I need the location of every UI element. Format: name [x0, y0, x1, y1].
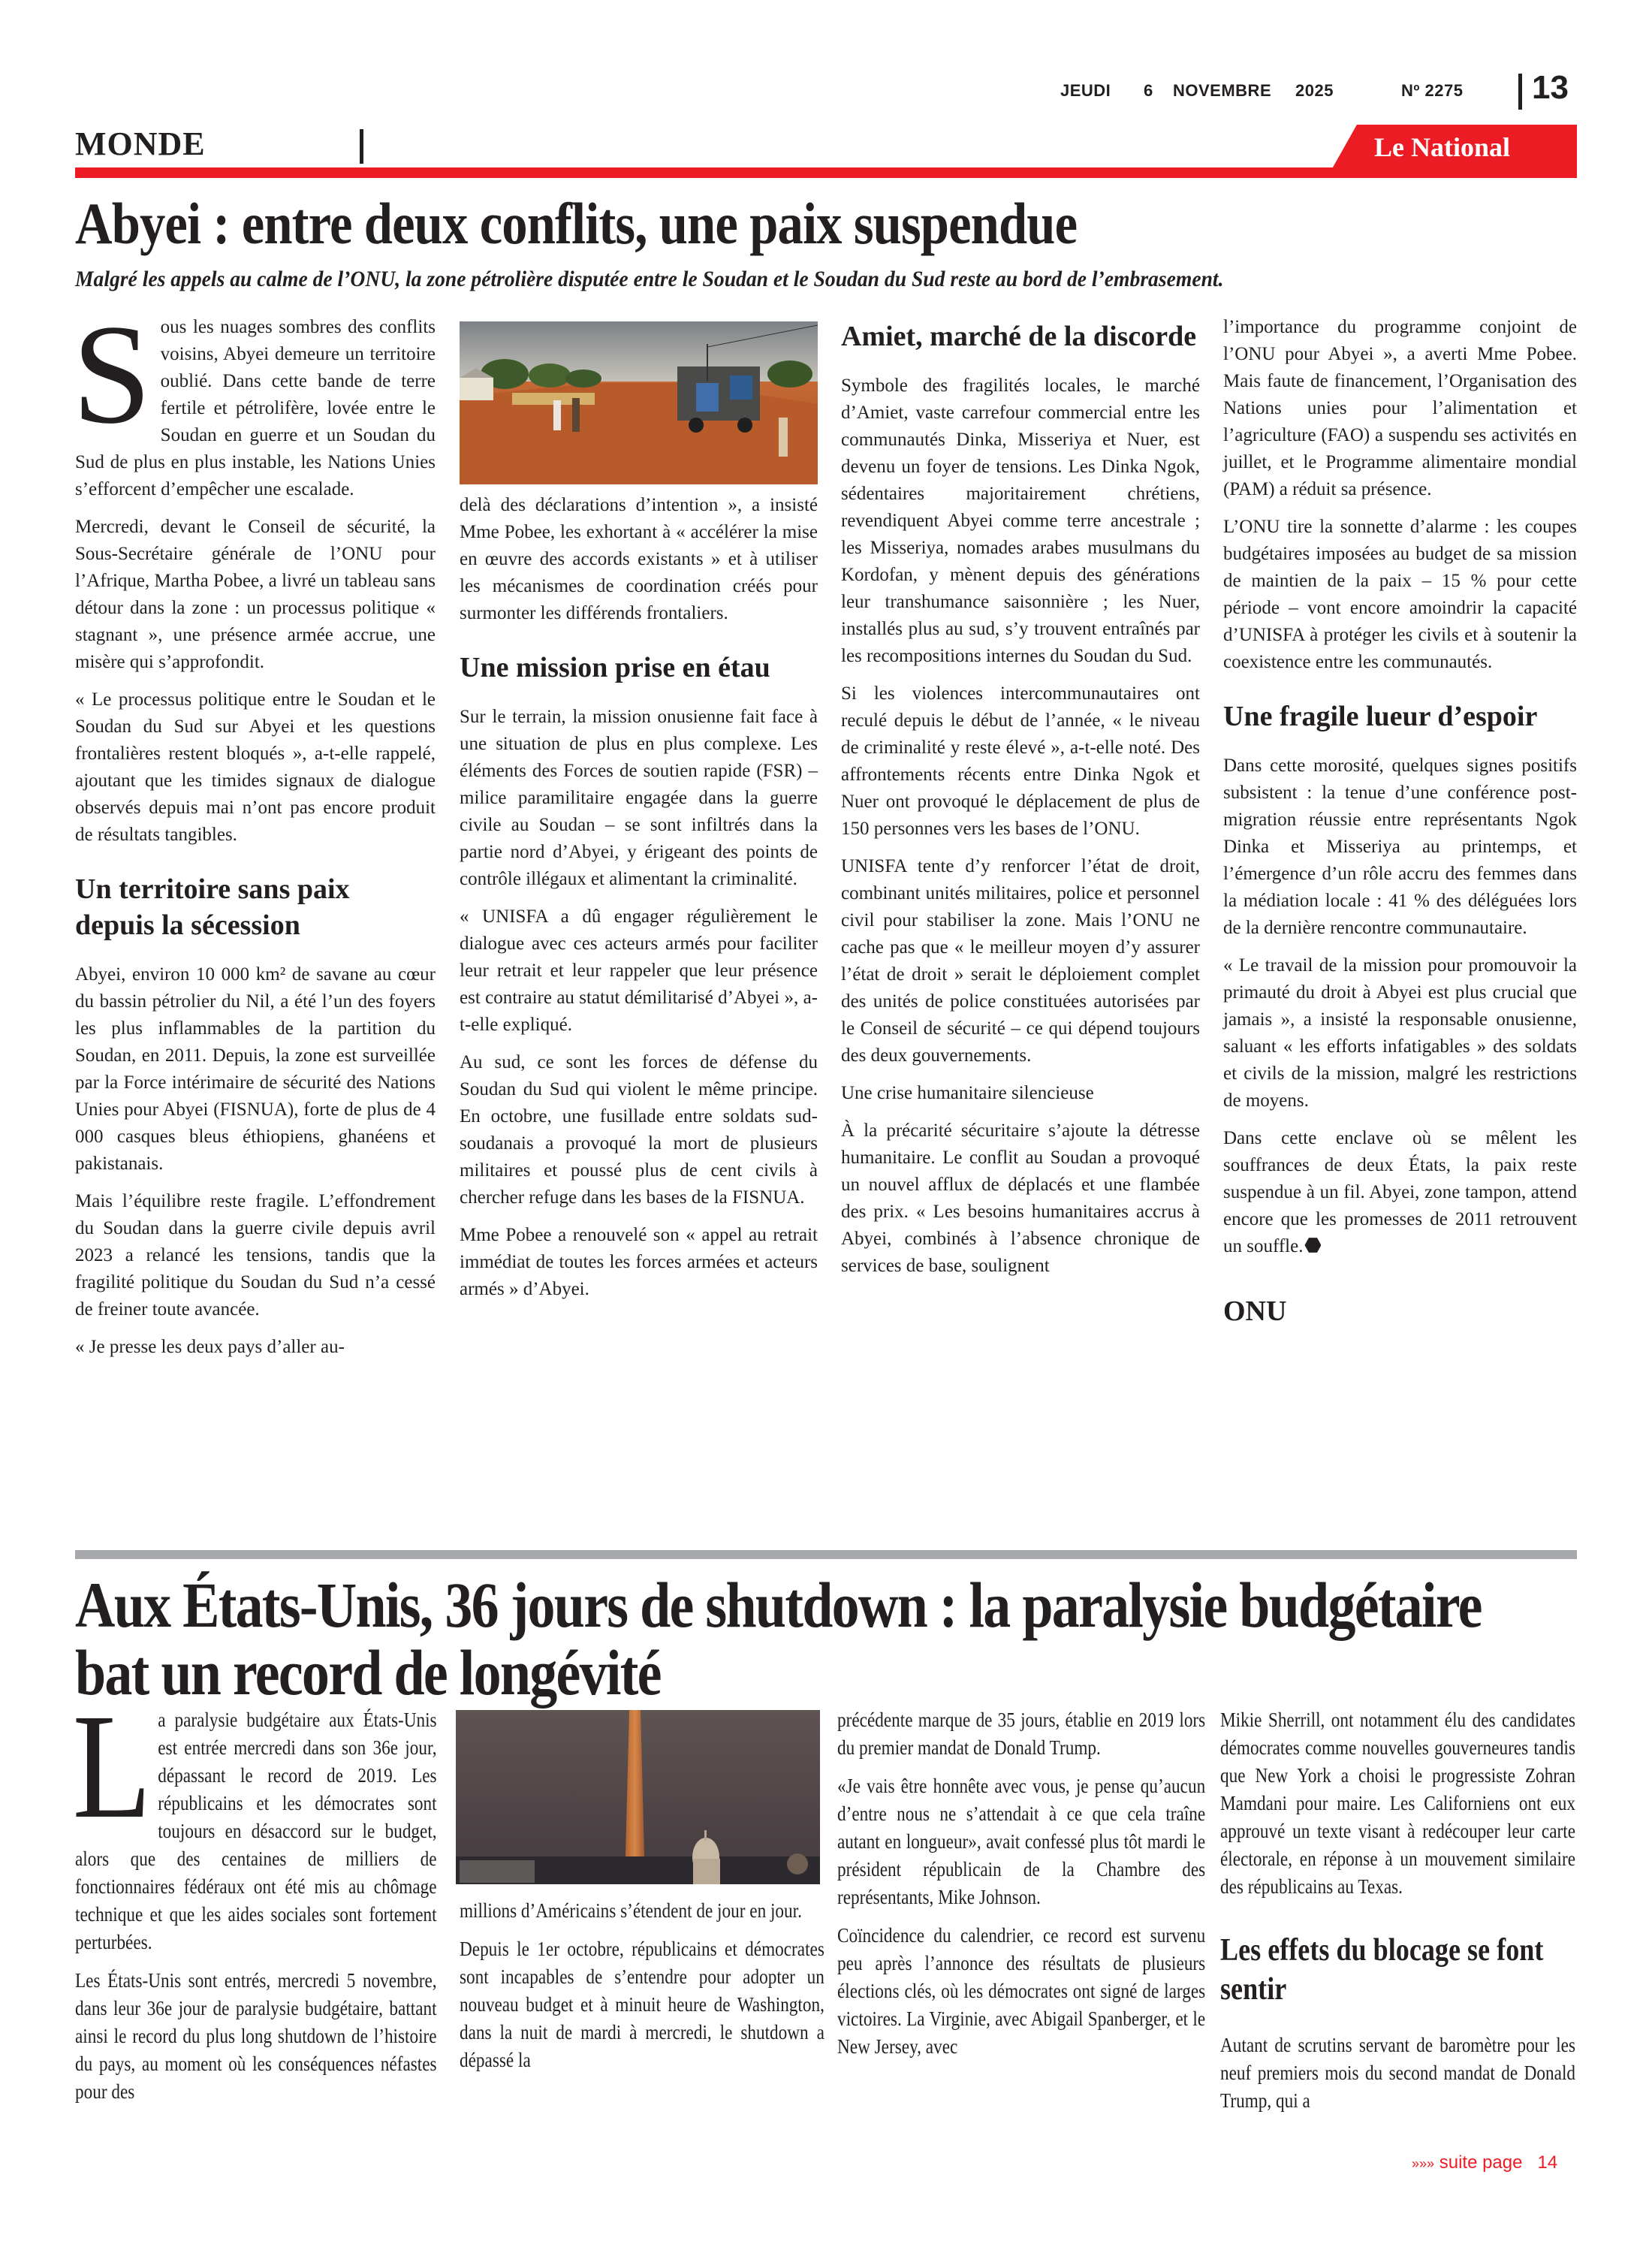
issue-year: 2025: [1295, 81, 1334, 100]
paragraph: Autant de scrutins servant de baromètre pour les neuf premiers mois du second mandat de Donald Trump, qui a: [1220, 2034, 1575, 2112]
paragraph: UNISFA tente d’y renforcer l’état de droit, combinant unités militaires, police et personnel civil pour stabiliser la zone. Mais l’ONU ne cache pas que « le meilleur moyen d’y assurer l’état de droit » serait le déploiement complet des unités de police constituées autorisées par le Conseil de sécurité – ce qui dépend toujours des deux gouvernements.: [841, 856, 1200, 1066]
paragraph: Mais l’équilibre reste fragile. L’effondrement du Soudan dans la guerre civile depuis avril 2023 a relancé les tensions, tandis que la fragilité politique du Soudan du Sud n’a cessé de freiner toute avancée.: [75, 1191, 436, 1320]
article2-column-4: [1220, 1706, 1575, 2125]
subheading: Une mission prise en étau: [460, 652, 770, 683]
drop-cap: S: [72, 296, 152, 454]
issue-date-number: 6: [1144, 81, 1153, 100]
article1-column-3: [841, 318, 1200, 1290]
paragraph: Les États-Unis sont entrés, mercredi 5 novembre, dans leur 36e jour de paralysie budgétaire, battant ainsi le record du plus long shutdown de l’histoire du pays, au moment où les conséquences néfastes pour des: [75, 1969, 437, 2103]
paragraph: Sous les nuages sombres des conflits voisins, Abyei demeure un territoire oublié. Dans cette bande de terre fertile et pétrolifère, lovée entre le Soudan en guerre et un Soudan du Sud de plus en plus instable, les Nations Unies s’efforcent d’empêcher une escalade.: [72, 296, 436, 499]
photo-washington-dusk: [456, 1710, 820, 1884]
paragraph: millions d’Américains s’étendent de jour en jour.: [460, 1899, 802, 1922]
newspaper-brand: Le National: [1374, 132, 1511, 162]
paragraph: Mikie Sherrill, ont notamment élu des candidates démocrates comme nouvelles gouverneures tandis que New York a choisi le progressiste Zohran Mamdani pour maire. Les Californiens ont eux approuvé un texte visant à redécouper leur carte électorale, en réponse à un mouvement similaire des républicains au Texas.: [1220, 1709, 1575, 1898]
subheading: Les effets du blocage se font sentir: [1220, 1933, 1544, 2007]
paragraph: Symbole des fragilités locales, le marché d’Amiet, vaste carrefour commercial entre les communautés Dinka, Misseriya et Nuer, est devenu un foyer de tensions. Les Dinka Ngok, sédentaires majoritairement chrétiens, revendiquent Abyei comme terre ancestrale ; les Misseriya, nomades arabes musulmans du Kordofan, y mènent depuis des générations leur transhumance saisonnière ; les Nuer, installés plus au sud, s’y trouvent entraînés par les recompositions internes du Soudan du Sud.: [841, 376, 1200, 666]
article2-column-3: [837, 1706, 1205, 2071]
paragraph: « Je presse les deux pays d’aller au-: [75, 1337, 345, 1357]
section-divider: [360, 129, 363, 164]
paragraph: Abyei, environ 10 000 km² de savane au cœur du bassin pétrolier du Nil, a été l’un des foyers les plus inflammables de la partition du Soudan, en 2011. Depuis, la zone est surveillée par la Force intérimaire de sécurité des Nations Unies pour Abyei (FISNUA), forte de plus de 4 000 casques bleus éthiopiens, ghanéens et pakistanais.: [75, 964, 436, 1174]
paragraph: Dans cette morosité, quelques signes positifs subsistent : la tenue d’une conférence post-migration réussie entre représentants Ngok Dinka et Misseriya au printemps, et l’émergence d’un rôle accru des femmes dans la médiation locale : 41 % des déléguées lors de la dernière rencontre communautaire.: [1223, 756, 1577, 938]
paragraph: Mercredi, devant le Conseil de sécurité, la Sous-Secrétaire générale de l’ONU pour l’Afrique, Martha Pobee, a livré un tableau sans détour dans la zone : un processus politique « stagnant », une présence armée accrue, une misère qui s’approfondit.: [75, 517, 436, 672]
paragraph: « Le travail de la mission pour promouvoir la primauté du droit à Abyei est plus crucial que jamais », a insisté la responsable onusienne, saluant « les efforts infatigables » des soldats et civils de la mission, malgré les restrictions de moyens.: [1223, 955, 1577, 1111]
article-photo-washington: [456, 1710, 820, 1884]
drop-cap: L: [72, 1684, 152, 1850]
paragraph: Depuis le 1er octobre, républicains et démocrates sont incapables de s’entendre pour adopter un nouveau budget et à minuit heure de Washington, dans la nuit de mardi à mercredi, le shutdown a dépassé la: [460, 1938, 824, 2071]
paragraph: Coïncidence du calendrier, ce record est survenu peu après l’annonce des résultats de plusieurs élections clés, où les démocrates ont signé de larges victoires. La Virginie, avec Abigail Spanberger, et le New Jersey, avec: [837, 1924, 1206, 2058]
article2-column-2: [460, 1897, 824, 2085]
article-photo-abyei: [460, 321, 818, 484]
paragraph: « Le processus politique entre le Soudan et le Soudan du Sud sur Abyei et les questions frontalières restent bloqués », a-t-elle rappelé, ajoutant que les timides signaux de dialogue observés depuis mai n’ont pas encore produit de résultats tangibles.: [75, 689, 436, 845]
article-headline: Abyei : entre deux conflits, une paix suspendue: [75, 191, 1078, 256]
subheading: Un territoire sans paix depuis la sécession: [75, 873, 350, 941]
paragraph: «Je vais être honnête avec vous, je pense qu’aucun d’entre nous ne s’attendait à ce que cela traîne autant en longueur», avait confessé plus tôt mardi le président républicain de la Chambre des représentants, Mike Johnson.: [837, 1775, 1206, 1908]
end-of-article-icon: [1304, 1237, 1321, 1253]
continued-page-number: 14: [1537, 2152, 1558, 2173]
headline-line-1: Aux États-Unis, 36 jours de shutdown : la paralysie budgétaire: [75, 1569, 1482, 1641]
issue-day: JEUDI: [1060, 81, 1111, 100]
paragraph: Au sud, ce sont les forces de défense du Soudan du Sud qui violent le même principe. En octobre, une fusillade entre soldats sud-soudanais a provoqué la mort de plusieurs militaires et poussé plus de cent civils à chercher refuge dans les bases de la FISNUA.: [460, 1052, 818, 1208]
paragraph: « UNISFA a dû engager régulièrement le dialogue avec ces acteurs armés pour faciliter leur retrait et leur rappeler que leur présence est contraire au statut démilitarisé d’Abyei », a-t-elle expliqué.: [460, 906, 818, 1035]
page-number: 13: [1532, 69, 1569, 106]
article1-column-4: [1223, 314, 1577, 1325]
paragraph: Si les violences intercommunautaires ont reculé depuis le début de l’année, « le niveau de criminalité y reste élevé », a-t-elle noté. Des affrontements récents entre Dinka Ngok et Nuer ont provoqué le déplacement de plus de 150 personnes vers les bases de l’ONU.: [841, 683, 1200, 839]
headline-line-2: bat un record de longévité: [75, 1636, 661, 1709]
minor-subheading: Une crise humanitaire silencieuse: [841, 1083, 1094, 1103]
paragraph: précédente marque de 35 jours, établie en 2019 lors du premier mandat de Donald Trump.: [837, 1709, 1206, 1759]
continue-arrows-icon: »»»: [1412, 2156, 1435, 2171]
issue-number: Nº 2275: [1401, 81, 1464, 100]
paragraph: l’importance du programme conjoint de l’ONU pour Abyei », a averti Mme Pobee. Mais faute de financement, l’Organisation des Nations unies pour l’alimentation et l’agriculture (FAO) a suspendu ses activités en juillet, et le Programme alimentaire mondial (PAM) a réduit sa présence.: [1223, 317, 1577, 499]
photo-abyei-road: [460, 321, 818, 484]
paragraph: Sur le terrain, la mission onusienne fait face à une situation de plus en plus complexe. Les éléments des Forces de soutien rapide (FSR) – milice paramilitaire engagée dans la guerre civile au Soudan – se sont infiltrés dans la partie nord d’Abyei, y érigeant des points de contrôle illégaux et alimentant la criminalité.: [460, 707, 818, 889]
article-separator: [75, 1550, 1577, 1559]
paragraph: Mme Pobee a renouvelé son « appel au retrait immédiat de toutes les forces armées et acteurs armés » d’Abyei.: [460, 1225, 818, 1299]
article1-column-1: [72, 296, 436, 1371]
continued-on-page-link[interactable]: [1412, 2152, 1557, 2173]
paragraph: La paralysie budgétaire aux États-Unis est entrée mercredi dans son 36e jour, dépassant le record de 2019. Les républicains et les démocrates sont toujours en désaccord sur le budget, alors que des centaines de milliers de fonctionnaires fédéraux ont été mis au chômage technique et que les aides sociales sont fortement perturbées.: [72, 1684, 437, 1953]
subheading: Une fragile lueur d’espoir: [1223, 701, 1538, 732]
paragraph: À la précarité sécuritaire s’ajoute la détresse humanitaire. Le conflit au Soudan a provoqué un nouvel afflux de déplacés et une flambée des prix. « Les besoins humanitaires accrus à Abyei, combinés à l’absence chronique de services de base, soulignent: [841, 1120, 1200, 1276]
paragraph: L’ONU tire la sonnette d’alarme : les coupes budgétaires imposées au budget de sa mission de maintien de la paix – 15 % pour cette période – vont encore amoindrir la capacité d’UNISFA à protéger les civils et à soutenir la coexistence entre les communautés.: [1223, 517, 1577, 672]
section-label: MONDE: [75, 125, 206, 162]
header-divider: [1518, 74, 1522, 110]
article2-column-1: [72, 1684, 437, 2116]
article1-column-2: [460, 492, 818, 1313]
paragraph: delà des déclarations d’intention », a insisté Mme Pobee, les exhortant à « accélérer la mise en œuvre des accords existants » et à utiliser les mécanismes de coordination créés pour surmonter les différends frontaliers.: [460, 495, 818, 623]
issue-month: NOVEMBRE: [1173, 81, 1272, 100]
article-deck: Malgré les appels au calme de l’ONU, la zone pétrolière disputée entre le Soudan et le Soudan du Sud reste au bord de l’embrasement.: [75, 267, 1224, 291]
article2-headline: [75, 1569, 1482, 1709]
continued-label: suite page: [1439, 2152, 1523, 2173]
subheading: Amiet, marché de la discorde: [841, 321, 1197, 352]
paragraph: Dans cette enclave où se mêlent les souffrances de deux États, la paix reste suspendue à un fil. Abyei, zone tampon, attend encore que les promesses de 2011 retrouvent un souffle.: [1223, 1128, 1577, 1256]
article-signature: ONU: [1223, 1295, 1287, 1327]
